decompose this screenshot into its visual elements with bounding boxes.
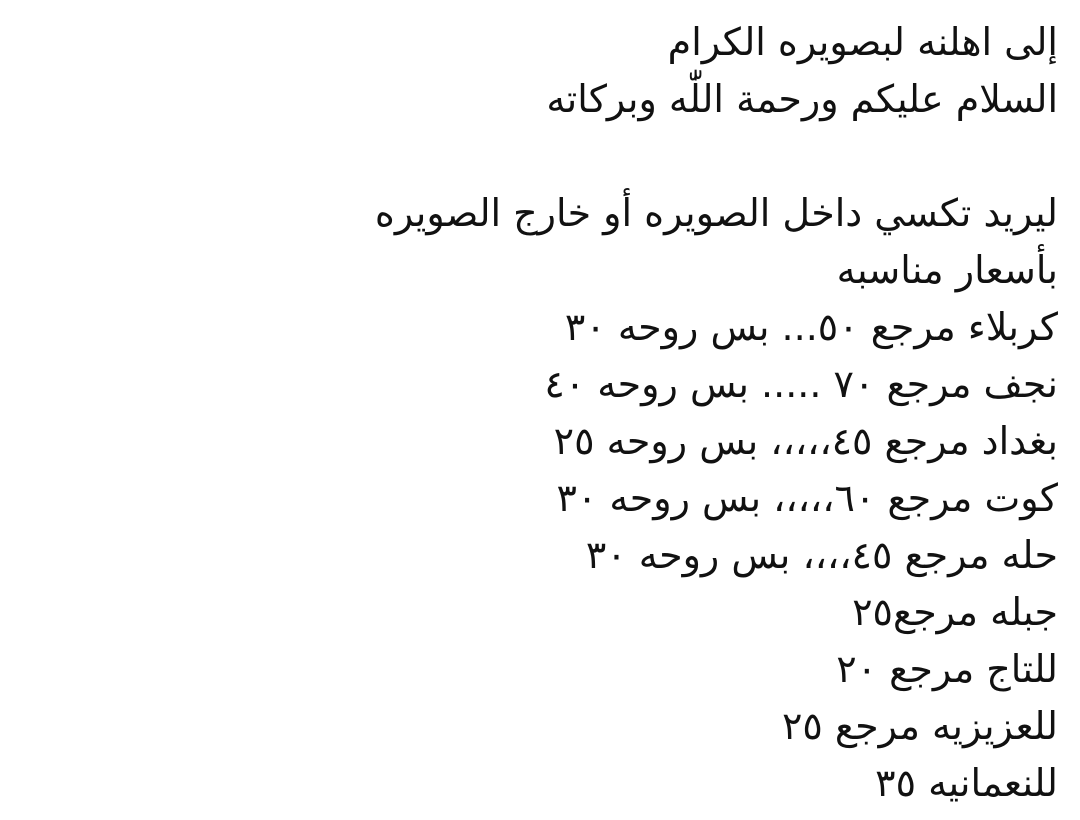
blank-line — [18, 128, 1058, 185]
greeting-salam: السلام عليكم ورحمة اللّٰه وبركاته — [546, 77, 1058, 121]
price-line-numaniyah: للنعمانيه ٣٥ — [875, 761, 1058, 805]
message-text — [18, 14, 1058, 812]
price-line-karbala: كربلاء مرجع ٥٠... بس روحه ٣٠ — [564, 305, 1058, 349]
price-line-najaf: نجف مرجع ٧٠ ..... بس روحه ٤٠ — [544, 362, 1058, 406]
offer-line: ليريد تكسي داخل الصويره أو خارج الصويره — [374, 191, 1058, 235]
price-line-baghdad: بغداد مرجع ٤٥،،،،، بس روحه ٢٥ — [553, 419, 1058, 463]
price-line-jableh: جبله مرجع٢٥ — [852, 590, 1058, 634]
price-line-kut: كوت مرجع ٦٠،،،،، بس روحه ٣٠ — [556, 476, 1058, 520]
offer-line: بأسعار مناسبه — [836, 248, 1058, 292]
price-line-taji: للتاج مرجع ٢٠ — [836, 647, 1058, 691]
price-line-aziziyah: للعزيزيه مرجع ٢٥ — [782, 704, 1058, 748]
price-line-hilla: حله مرجع ٤٥،،،، بس روحه ٣٠ — [585, 533, 1058, 577]
greeting-recipient: إلى اهلنه لبصويره الكرام — [667, 20, 1058, 64]
